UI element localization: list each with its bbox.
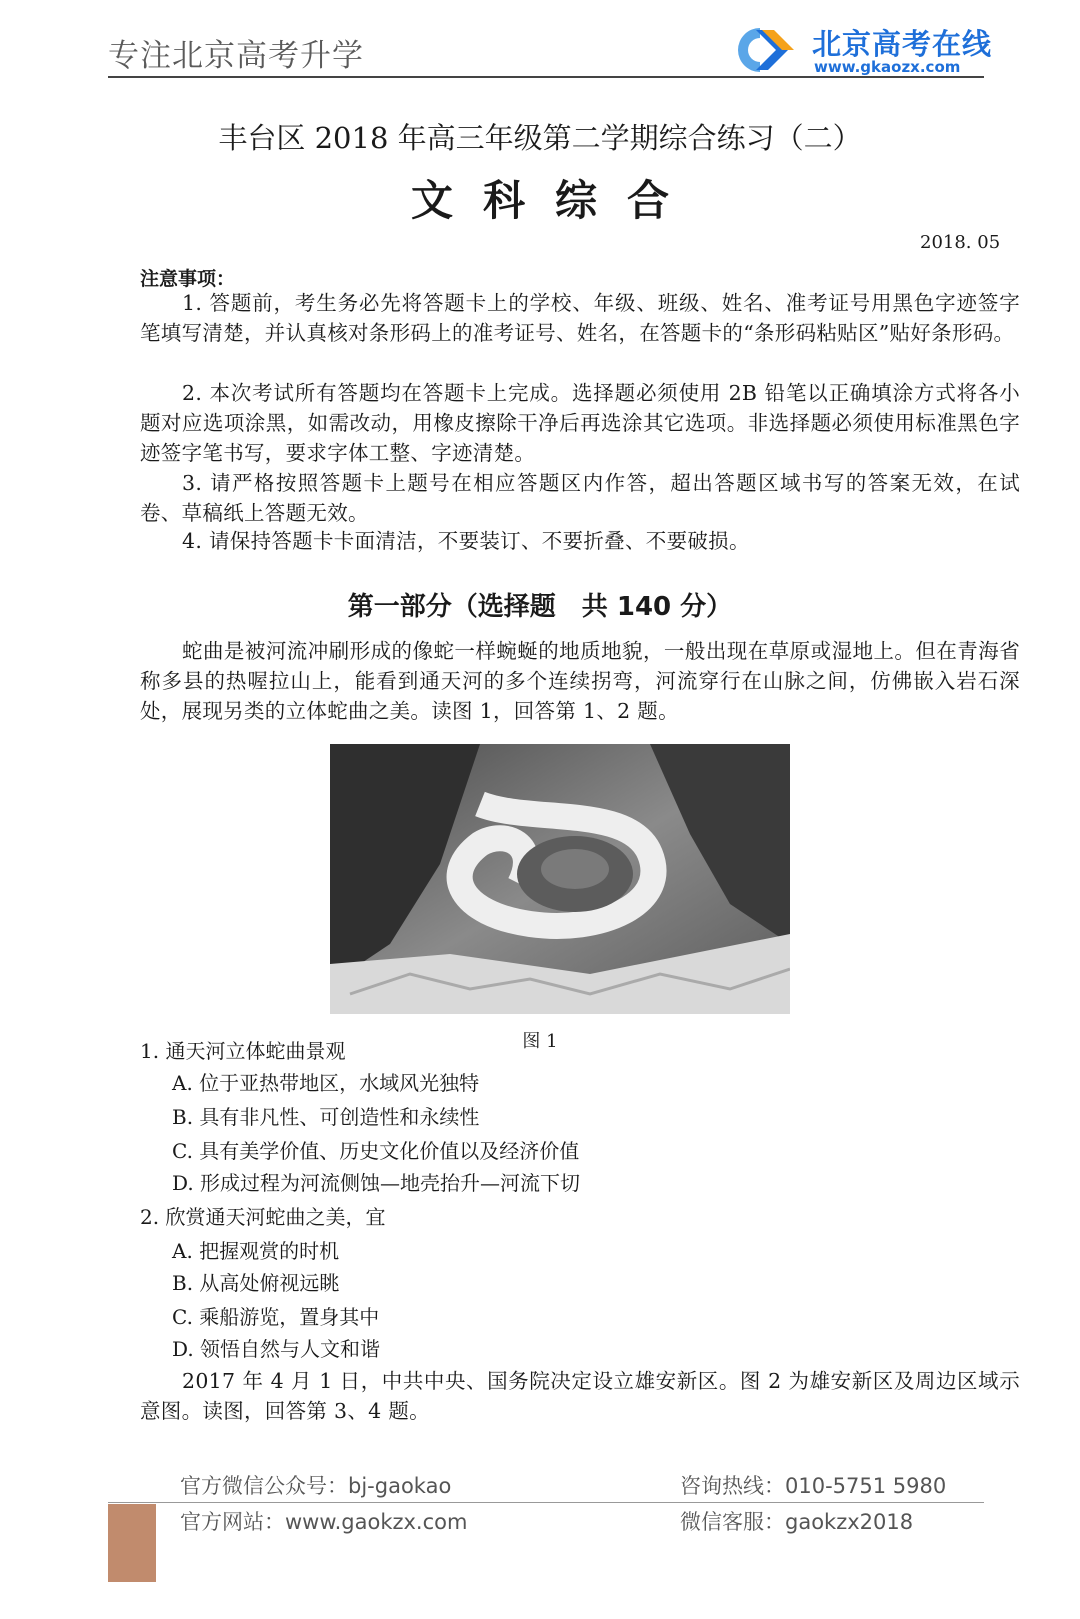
footer-wechat-service: 微信客服：gaokzx2018 [680,1510,914,1534]
part1-intro: 蛇曲是被河流冲刷形成的像蛇一样蜿蜒的地质地貌，一般出现在草原或湿地上。但在青海省称多县的热喔拉山上，能看到通天河的多个连续拐弯，河流穿行在山脉之间，仿佛嵌入岩石深处，展现另类的立体蛇曲之美。读图 1，回答第 1、2 题。 [140,639,1020,723]
question-2: 2. 欣赏通天河蛇曲之美，宜 [140,1205,386,1229]
note-item-4: 4. 请保持答题卡卡面清洁，不要装订、不要折叠、不要破损。 [182,529,750,553]
exam-subtitle: 丰台区 2018 年高三年级第二学期综合练习（二） [218,121,862,155]
figure-caption: 图 1 [522,1031,558,1052]
logo-url: www.gkaozx.com [814,58,961,76]
logo-name: 北京高考在线 [812,27,993,61]
exam-date: 2018. 05 [920,232,1001,253]
question-2-option-a: A. 把握观赏的时机 [172,1239,340,1263]
question-1: 1. 通天河立体蛇曲景观 [140,1039,346,1063]
question-1-option-a: A. 位于亚热带地区，水域风光独特 [172,1071,480,1095]
footer-wechat-official: 官方微信公众号：bj-gaokao [180,1474,452,1498]
footer-divider [108,1502,984,1503]
river-meander-photo [330,744,790,1014]
note-item-2: 2. 本次考试所有答题均在答题卡上完成。选择题必须使用 2B 铅笔以正确填涂方式将各小题对应选项涂黑，如需改动，用橡皮擦除干净后再选涂其它选项。非选择题必须使用标准黑色字迹签字笔书写，要求字体工整、字迹清楚。 [140,381,1020,465]
question-1-option-c: C. 具有美学价值、历史文化价值以及经济价值 [172,1139,580,1163]
footer-hotline: 咨询热线：010-5751 5980 [680,1474,947,1498]
question-2-option-c: C. 乘船游览，置身其中 [172,1305,380,1329]
question-2-option-d: D. 领悟自然与人文和谐 [172,1337,381,1361]
exam-title: 文科综合 [410,176,699,225]
question-1-option-b: B. 具有非凡性、可创造性和永续性 [172,1105,480,1129]
question-1-option-d: D. 形成过程为河流侧蚀—地壳抬升—河流下切 [172,1171,581,1195]
questions-3-4-intro: 2017 年 4 月 1 日，中共中央、国务院决定设立雄安新区。图 2 为雄安新区及周边区域示意图。读图，回答第 3、4 题。 [140,1369,1020,1423]
part1-heading: 第一部分（选择题 共 140 分） [347,592,733,622]
footer-color-block [108,1504,156,1582]
header-divider [108,76,984,78]
notes-heading: 注意事项： [140,268,236,290]
note-item-3: 3. 请严格按照答题卡上题号在相应答题区内作答，超出答题区域书写的答案无效，在试卷、草稿纸上答题无效。 [140,471,1020,525]
question-2-option-b: B. 从高处俯视远眺 [172,1271,340,1295]
header-slogan: 专注北京高考升学 [108,38,364,74]
note-item-1: 1. 答题前，考生务必先将答题卡上的学校、年级、班级、姓名、准考证号用黑色字迹签字笔填写清楚，并认真核对条形码上的准考证号、姓名，在答题卡的“条形码粘贴区”贴好条形码。 [140,291,1020,345]
gk-logo-icon [716,22,804,78]
footer-website: 官方网站：www.gaokzx.com [180,1510,468,1534]
